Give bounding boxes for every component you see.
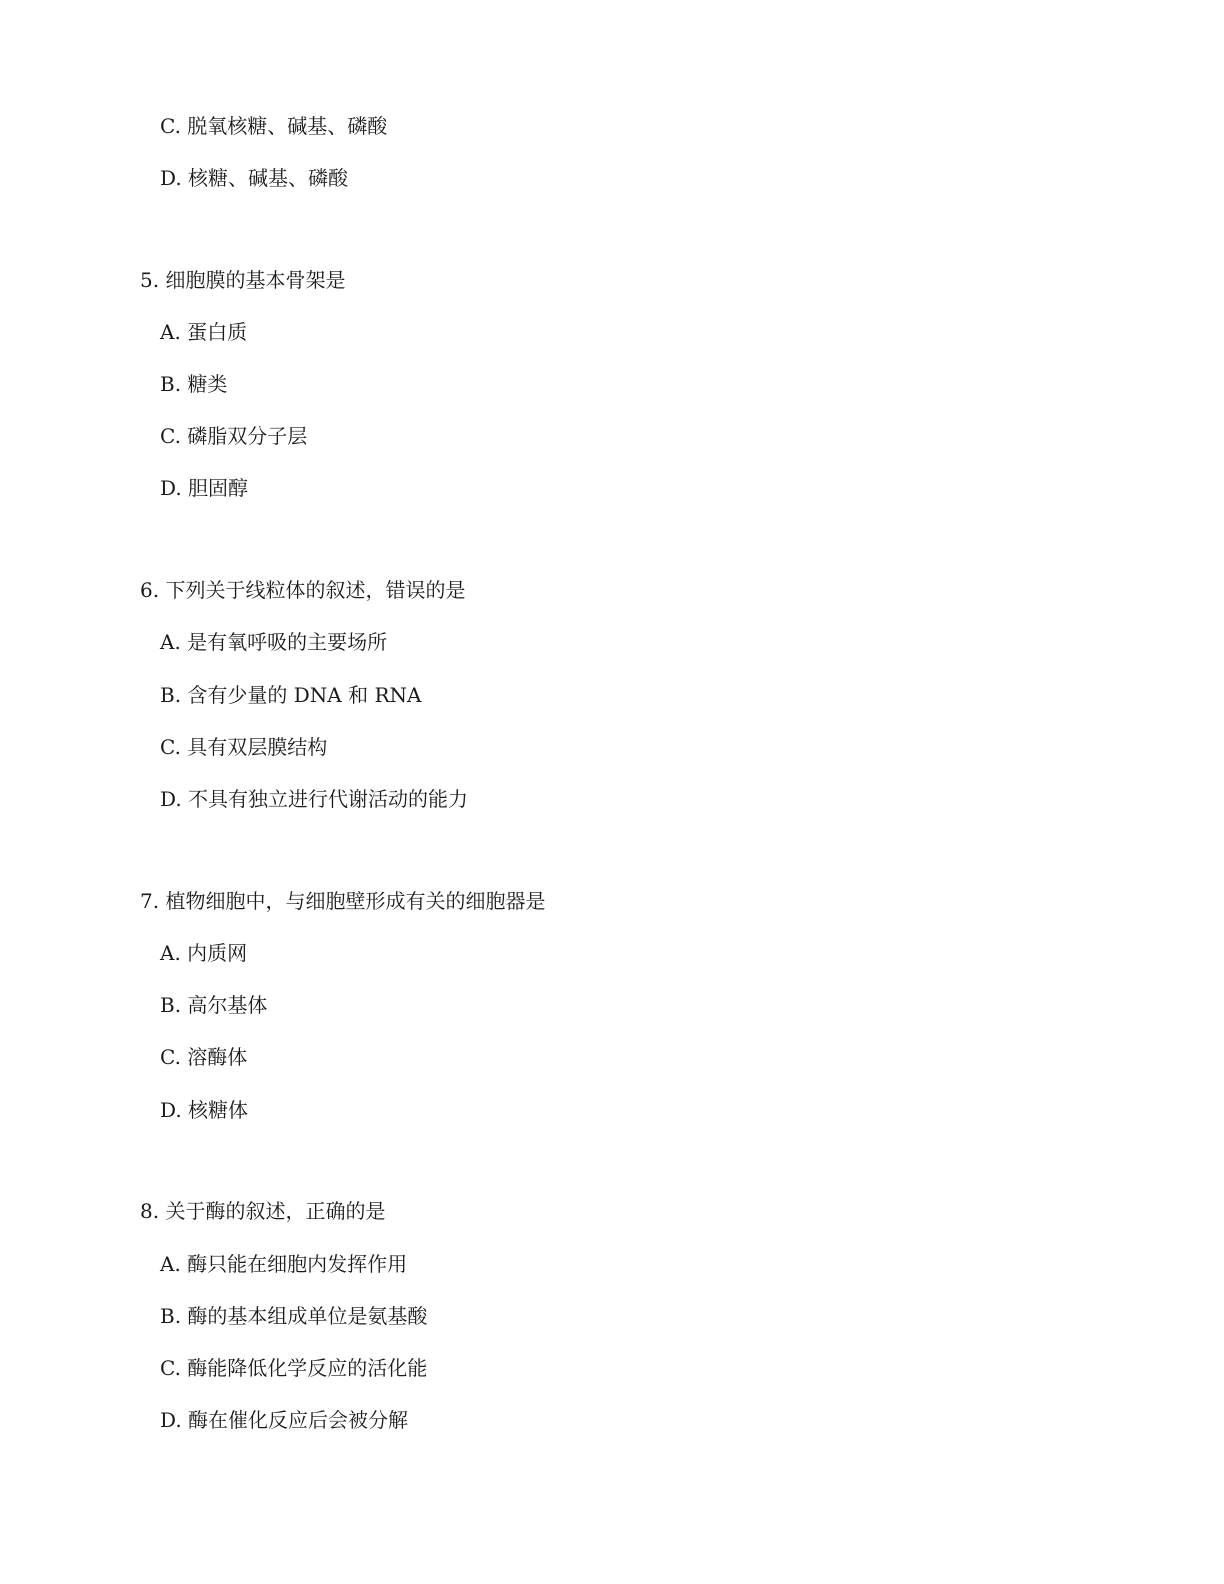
question-6-option-c: C. 具有双层膜结构 [160,735,328,759]
question-7-stem: 7. 植物细胞中，与细胞壁形成有关的细胞器是 [140,889,546,913]
question-6-stem: 6. 下列关于线粒体的叙述，错误的是 [140,578,466,602]
question-7-option-c: C. 溶酶体 [160,1045,248,1069]
question-8-option-b: B. 酶的基本组成单位是氨基酸 [160,1304,428,1328]
question-8-option-c: C. 酶能降低化学反应的活化能 [160,1356,428,1380]
question-5-option-d: D. 胆固醇 [160,476,249,500]
question-8-stem: 8. 关于酶的叙述，正确的是 [140,1199,386,1223]
question-5-option-a: A. 蛋白质 [160,320,248,344]
question-6-option-b: B. 含有少量的 DNA 和 RNA [160,683,422,707]
option-4d: D. 核糖、碱基、磷酸 [160,166,349,190]
question-5-option-c: C. 磷脂双分子层 [160,424,308,448]
question-5-option-b: B. 糖类 [160,372,228,396]
option-4c: C. 脱氧核糖、碱基、磷酸 [160,114,388,138]
question-6-option-a: A. 是有氧呼吸的主要场所 [160,630,388,654]
question-8-option-a: A. 酶只能在细胞内发挥作用 [160,1252,408,1276]
question-7-option-d: D. 核糖体 [160,1098,249,1122]
question-7-option-a: A. 内质网 [160,941,248,965]
question-5-stem: 5. 细胞膜的基本骨架是 [140,268,346,292]
question-8-option-d: D. 酶在催化反应后会被分解 [160,1408,409,1432]
question-7-option-b: B. 高尔基体 [160,993,268,1017]
question-6-option-d: D. 不具有独立进行代谢活动的能力 [160,787,469,811]
